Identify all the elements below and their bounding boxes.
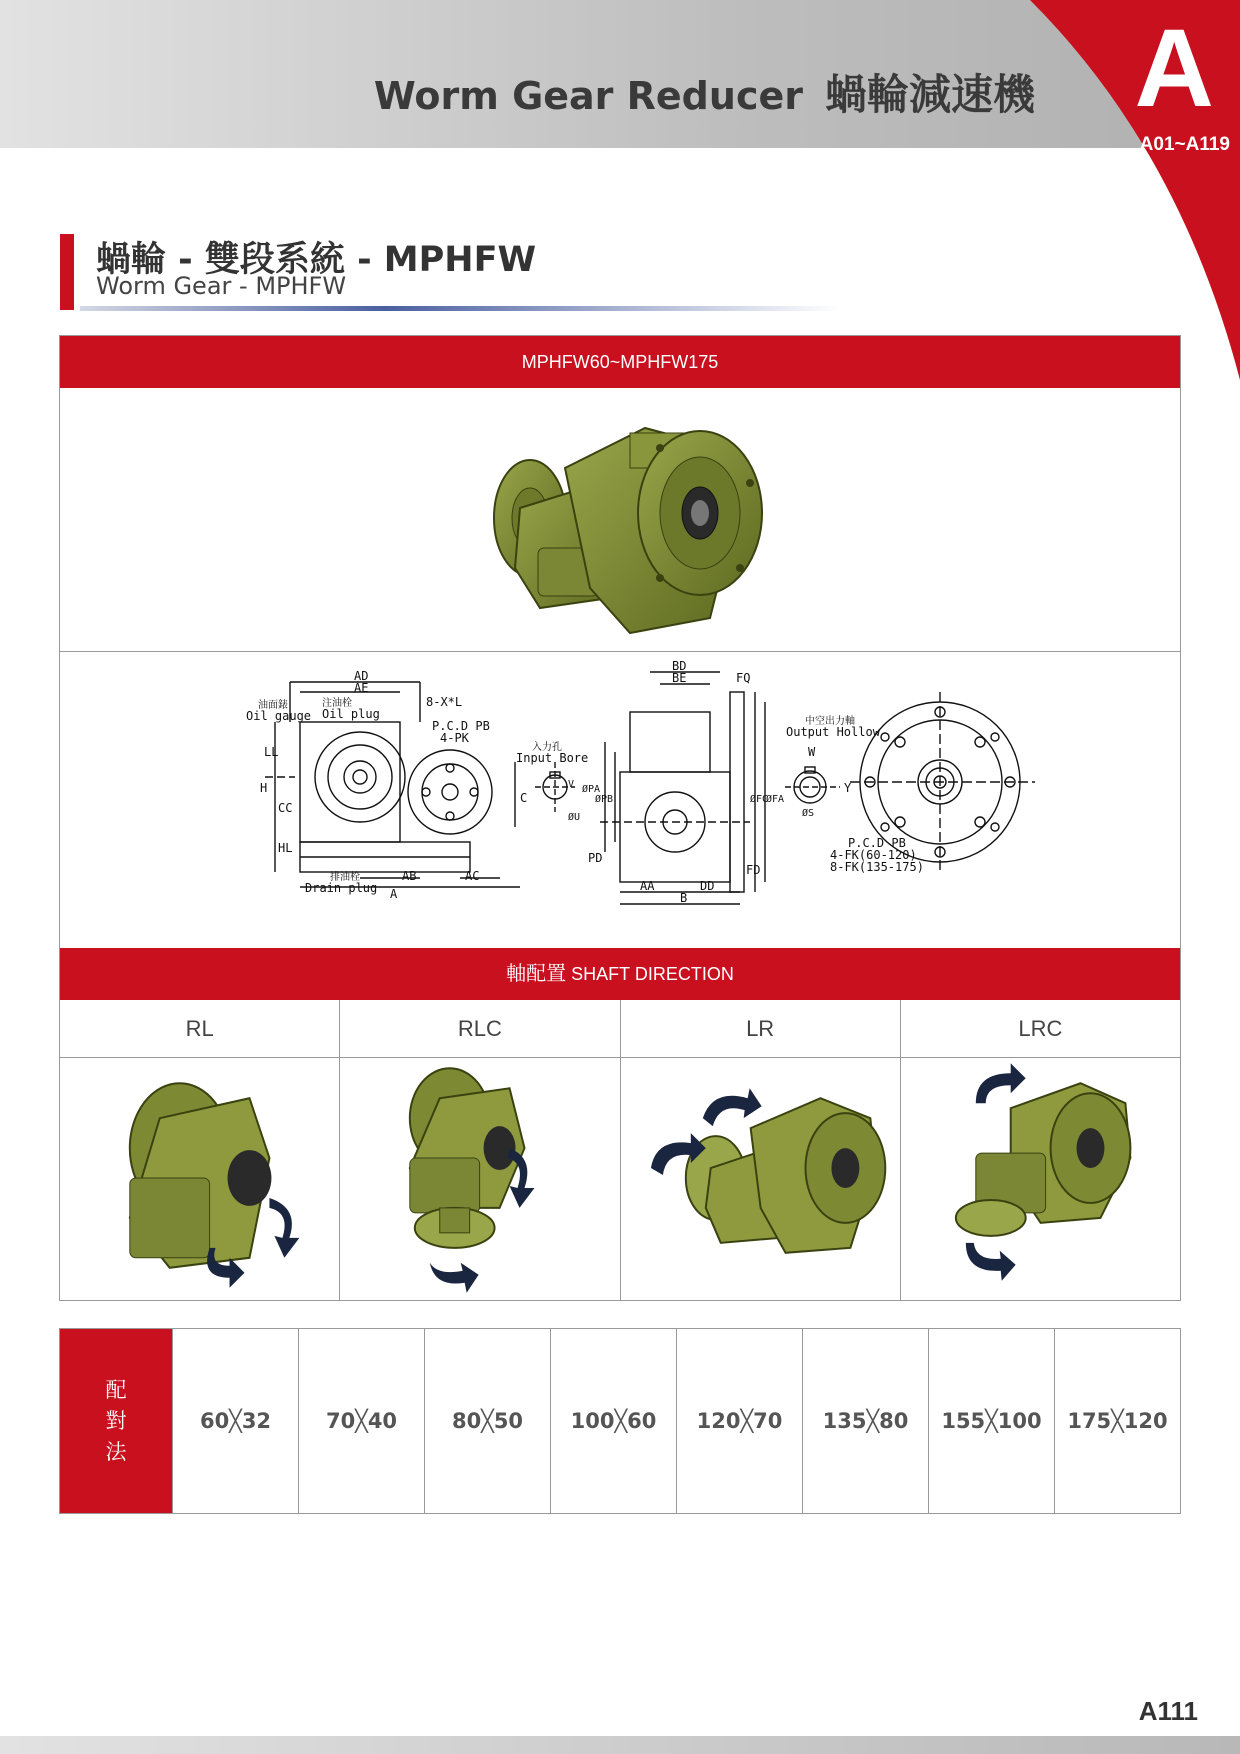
oil-plug-label: Oil plug bbox=[322, 707, 380, 721]
dim-u: ØU bbox=[568, 812, 581, 823]
dim-ae: AE bbox=[354, 681, 369, 695]
dim-ab: AB bbox=[402, 869, 417, 883]
ratio-value: 100╳60 bbox=[550, 1329, 676, 1513]
dim-y: Y bbox=[844, 781, 852, 795]
dim-ad: AD bbox=[354, 669, 369, 683]
page-number: A111 bbox=[1138, 1696, 1198, 1726]
oil-gauge-label: Oil gauge bbox=[246, 709, 312, 723]
shaft-direction-header bbox=[60, 948, 1180, 1000]
ratio-value: 70╳40 bbox=[298, 1329, 424, 1513]
ratio-value: 60╳32 bbox=[172, 1329, 298, 1513]
dim-fk1: 4-FK(60-120) bbox=[830, 848, 917, 862]
dim-fc: ØFC bbox=[750, 794, 769, 805]
section-underline bbox=[80, 306, 840, 311]
dim-h: H bbox=[260, 781, 268, 795]
dim-ac: AC bbox=[465, 869, 480, 883]
ratio-value: 80╳50 bbox=[424, 1329, 550, 1513]
gear-rl-image bbox=[60, 1058, 339, 1301]
dim-cc: CC bbox=[278, 801, 293, 815]
dim-fd: FD bbox=[746, 863, 761, 877]
output-hollow-zh: 中空出力軸 bbox=[805, 716, 855, 727]
dim-hl: HL bbox=[278, 841, 293, 855]
dim-fk2: 8-FK(135-175) bbox=[830, 860, 924, 874]
shaft-direction-title-zh: 軸配置 bbox=[506, 963, 567, 985]
chapter-range: A01~A119 bbox=[1139, 134, 1230, 155]
page-header-title bbox=[374, 62, 1035, 122]
ratio-label-char-2: 對 bbox=[105, 1408, 127, 1433]
shaft-direction-labels bbox=[60, 1000, 1180, 1058]
dim-b: B bbox=[680, 891, 688, 905]
shaft-image-lrc bbox=[901, 1058, 1180, 1301]
dim-be: BE bbox=[672, 671, 687, 685]
shaft-direction-images bbox=[60, 1058, 1180, 1301]
product-image-area bbox=[60, 388, 1180, 652]
input-bore-zh: 入力孔 bbox=[532, 742, 562, 753]
ratio-value: 155╳100 bbox=[928, 1329, 1054, 1513]
output-hollow-label: Output Hollow bbox=[786, 725, 880, 739]
shaft-direction-title-en: SHAFT DIRECTION bbox=[571, 964, 734, 984]
dim-aa: AA bbox=[640, 879, 655, 893]
dim-pcd: P.C.D PB bbox=[432, 719, 490, 733]
dim-bd: BD bbox=[672, 659, 687, 673]
section-title-en: Worm Gear - MPHFW bbox=[96, 272, 347, 300]
model-range-header: MPHFW60~MPHFW175 bbox=[60, 336, 1180, 388]
dim-v: V bbox=[568, 779, 575, 790]
oil-gauge-zh: 油面錶 bbox=[258, 700, 288, 711]
ratio-value: 135╳80 bbox=[802, 1329, 928, 1513]
dim-fq: FQ bbox=[736, 671, 751, 685]
technical-drawing bbox=[60, 652, 1180, 947]
product-spec-box bbox=[59, 335, 1181, 1301]
dim-ll: LL bbox=[264, 745, 279, 759]
dim-holes: 8-X*L bbox=[426, 695, 463, 709]
ratio-table bbox=[59, 1328, 1181, 1514]
ratio-label-char-1: 配 bbox=[105, 1377, 127, 1402]
drain-plug-label: Drain plug bbox=[305, 881, 378, 895]
section-accent-bar bbox=[60, 234, 74, 310]
gear-lrc-image bbox=[901, 1058, 1180, 1301]
header-title-zh: 蝸輪減速機 bbox=[824, 70, 1035, 119]
shaft-type-lrc: LRC bbox=[1018, 1016, 1063, 1041]
ratio-value: 175╳120 bbox=[1054, 1329, 1180, 1513]
ratio-value: 120╳70 bbox=[676, 1329, 802, 1513]
gear-reducer-image bbox=[60, 388, 1180, 651]
ratio-label-char-3: 法 bbox=[105, 1439, 127, 1464]
dim-fa: ØFA bbox=[766, 794, 785, 805]
dim-pa: ØPA bbox=[582, 784, 601, 795]
shaft-type-rl: RL bbox=[60, 1000, 340, 1057]
input-bore-label: Input Bore bbox=[516, 751, 589, 765]
chapter-letter: A bbox=[1134, 7, 1214, 130]
dimension-drawing bbox=[60, 652, 1180, 947]
dim-a: A bbox=[390, 887, 398, 901]
footer-band bbox=[0, 1736, 1240, 1754]
dim-pk: 4-PK bbox=[440, 731, 469, 745]
shaft-image-lr bbox=[621, 1058, 901, 1301]
drain-plug-zh: 排油栓 bbox=[330, 872, 360, 883]
shaft-image-rl bbox=[60, 1058, 340, 1301]
dim-c: C bbox=[520, 791, 528, 805]
gear-lr-image bbox=[621, 1058, 900, 1301]
shaft-type-lr: LR bbox=[621, 1000, 901, 1057]
dim-pd: PD bbox=[588, 851, 603, 865]
section-title-zh: 蝸輪 - 雙段系統 - MPHFW bbox=[96, 240, 537, 280]
dim-w: W bbox=[808, 745, 816, 759]
shaft-image-rlc bbox=[340, 1058, 620, 1301]
header-title-en: Worm Gear Reducer bbox=[373, 74, 803, 118]
dim-pb: ØPB bbox=[595, 794, 614, 805]
dim-pcd2: P.C.D PB bbox=[848, 836, 906, 850]
dim-s: ØS bbox=[802, 808, 815, 819]
ratio-label bbox=[60, 1329, 172, 1513]
gear-rlc-image bbox=[340, 1058, 619, 1301]
shaft-type-rlc: RLC bbox=[340, 1000, 620, 1057]
dim-dd: DD bbox=[700, 879, 715, 893]
oil-plug-zh: 注油栓 bbox=[322, 698, 352, 709]
